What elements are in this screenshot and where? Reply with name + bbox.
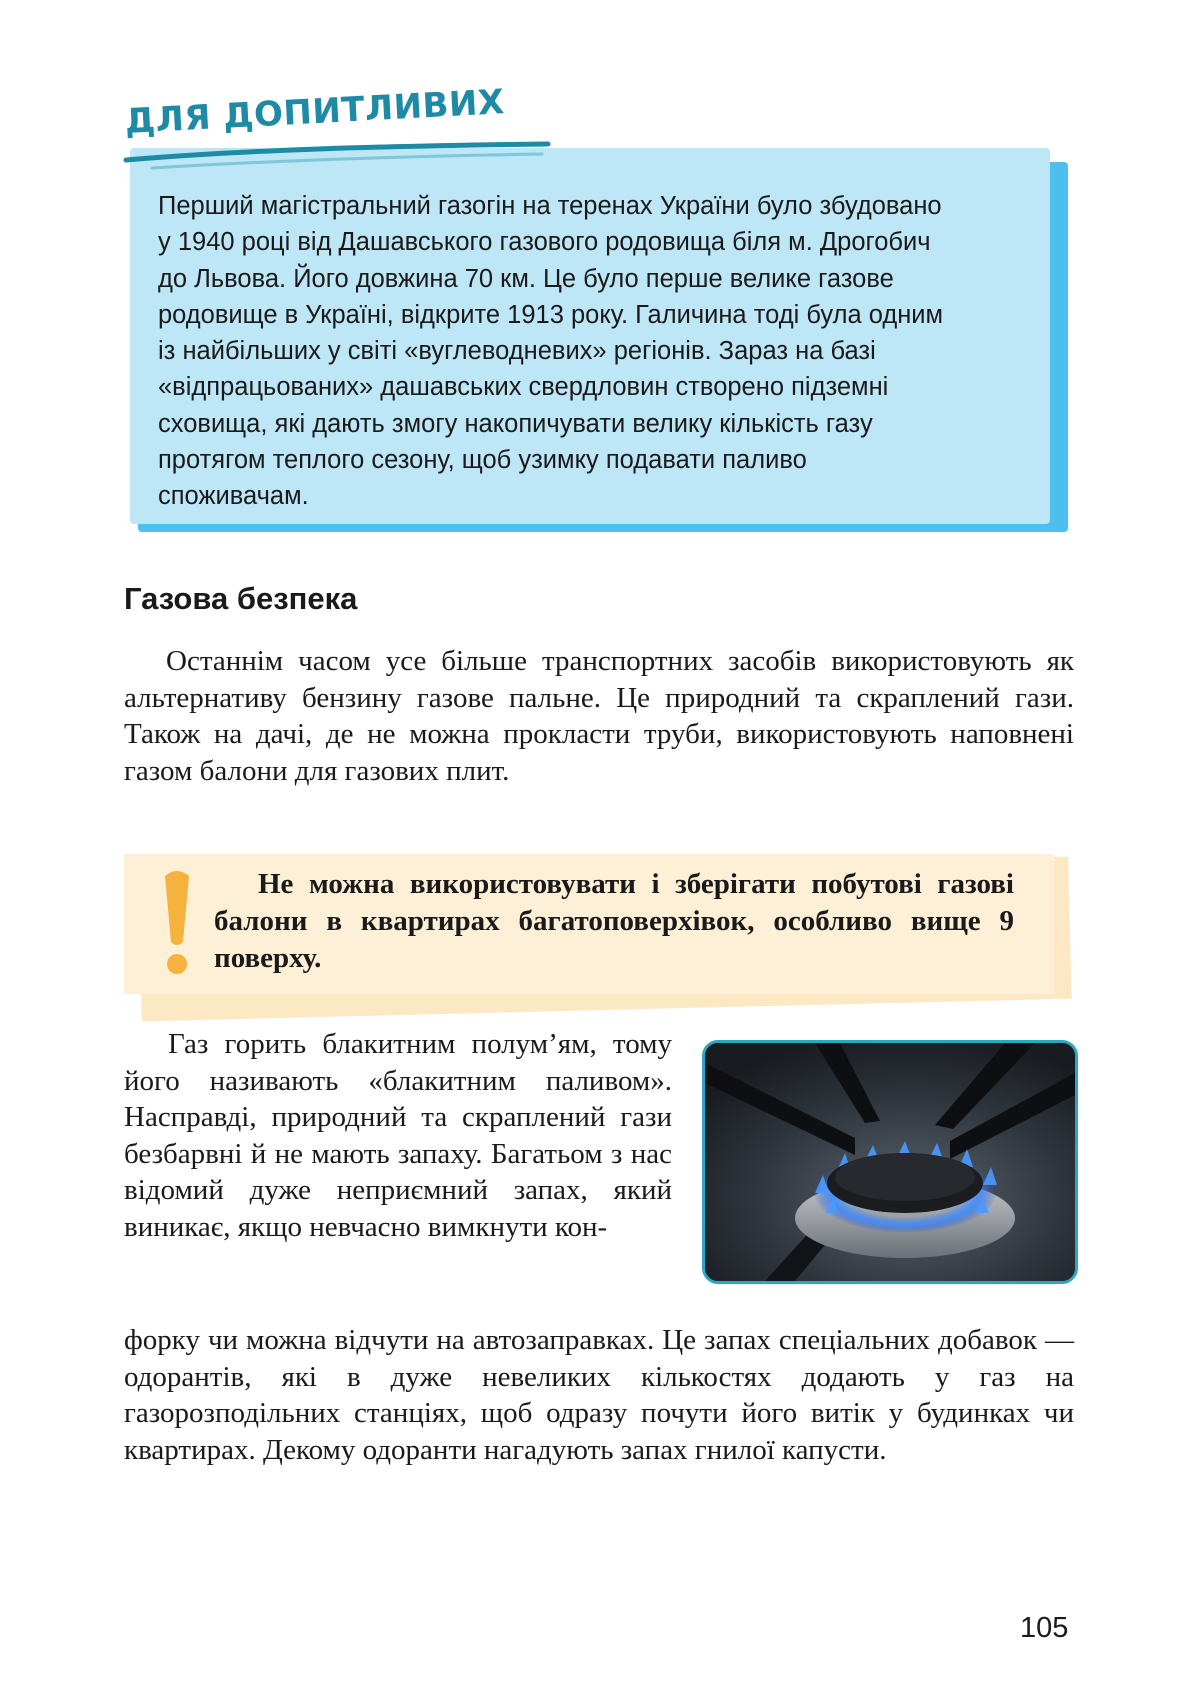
page-number: 105	[1020, 1612, 1069, 1644]
paragraph-blue-flame: Газ горить блакитним полум’ям, тому його називають «блакитним паливом». Насправді, природний та скраплений гази безбарвні й не мають запаху. Багатьом з нас відомий дуже неприємний запах, який виникає, якщо невчасно вимкнути кон-	[124, 1028, 672, 1243]
info-line: «відпрацьованих» дашавських свердловин створено підземні	[158, 373, 889, 402]
info-line: Перший магістральний газогін на теренах України було збудовано	[158, 192, 942, 220]
gas-burner-photo	[702, 1040, 1078, 1284]
warning-note-text: Не можна використовувати і зберігати побутові газові балони в квартирах багатоповерхівок, особливо вище 9 поверху.	[214, 868, 1014, 974]
info-line: до Львова. Його довжина 70 км. Це було перше велике газове	[158, 264, 894, 293]
info-line: із найбільших у світі «вуглеводневих» регіонів. Зараз на базі	[158, 337, 876, 366]
info-line: сховища, які дають змогу накопичувати велику кількість газу	[158, 409, 873, 438]
info-line: протягом теплого сезону, щоб узимку подавати паливо	[158, 446, 807, 475]
info-line: родовище в Україні, відкрите 1913 року. Галичина тоді була одним	[158, 300, 944, 329]
heading-underline	[122, 138, 552, 172]
section-title: Газова безпека	[124, 581, 358, 616]
exclamation-icon	[158, 868, 196, 976]
info-line: споживачам.	[158, 482, 309, 511]
info-line: у 1940 році від Дашавського газового родовища біля м. Дрогобич	[158, 228, 931, 257]
info-box-heading: ДЛЯ ДОПИТЛИВИХ	[123, 82, 506, 142]
paragraph-odorants: форку чи можна відчути на автозаправках. Це запах спеціальних добавок — одорантів, які в дуже невеликих кількостях додають у газ на газорозподільних станціях, щоб одразу почути його витік у будинках чи квартирах. Декому одоранти нагадують запах гнилої капусти.	[124, 1324, 1074, 1466]
info-box-text	[158, 188, 1038, 515]
paragraph-intro: Останнім часом усе більше транспортних засобів використовують як альтернативу бензину газове пальне. Це природний та скраплений гази. Також на дачі, де не можна прокласти труби, використовують наповнені газом балони для газових плит.	[124, 645, 1074, 787]
